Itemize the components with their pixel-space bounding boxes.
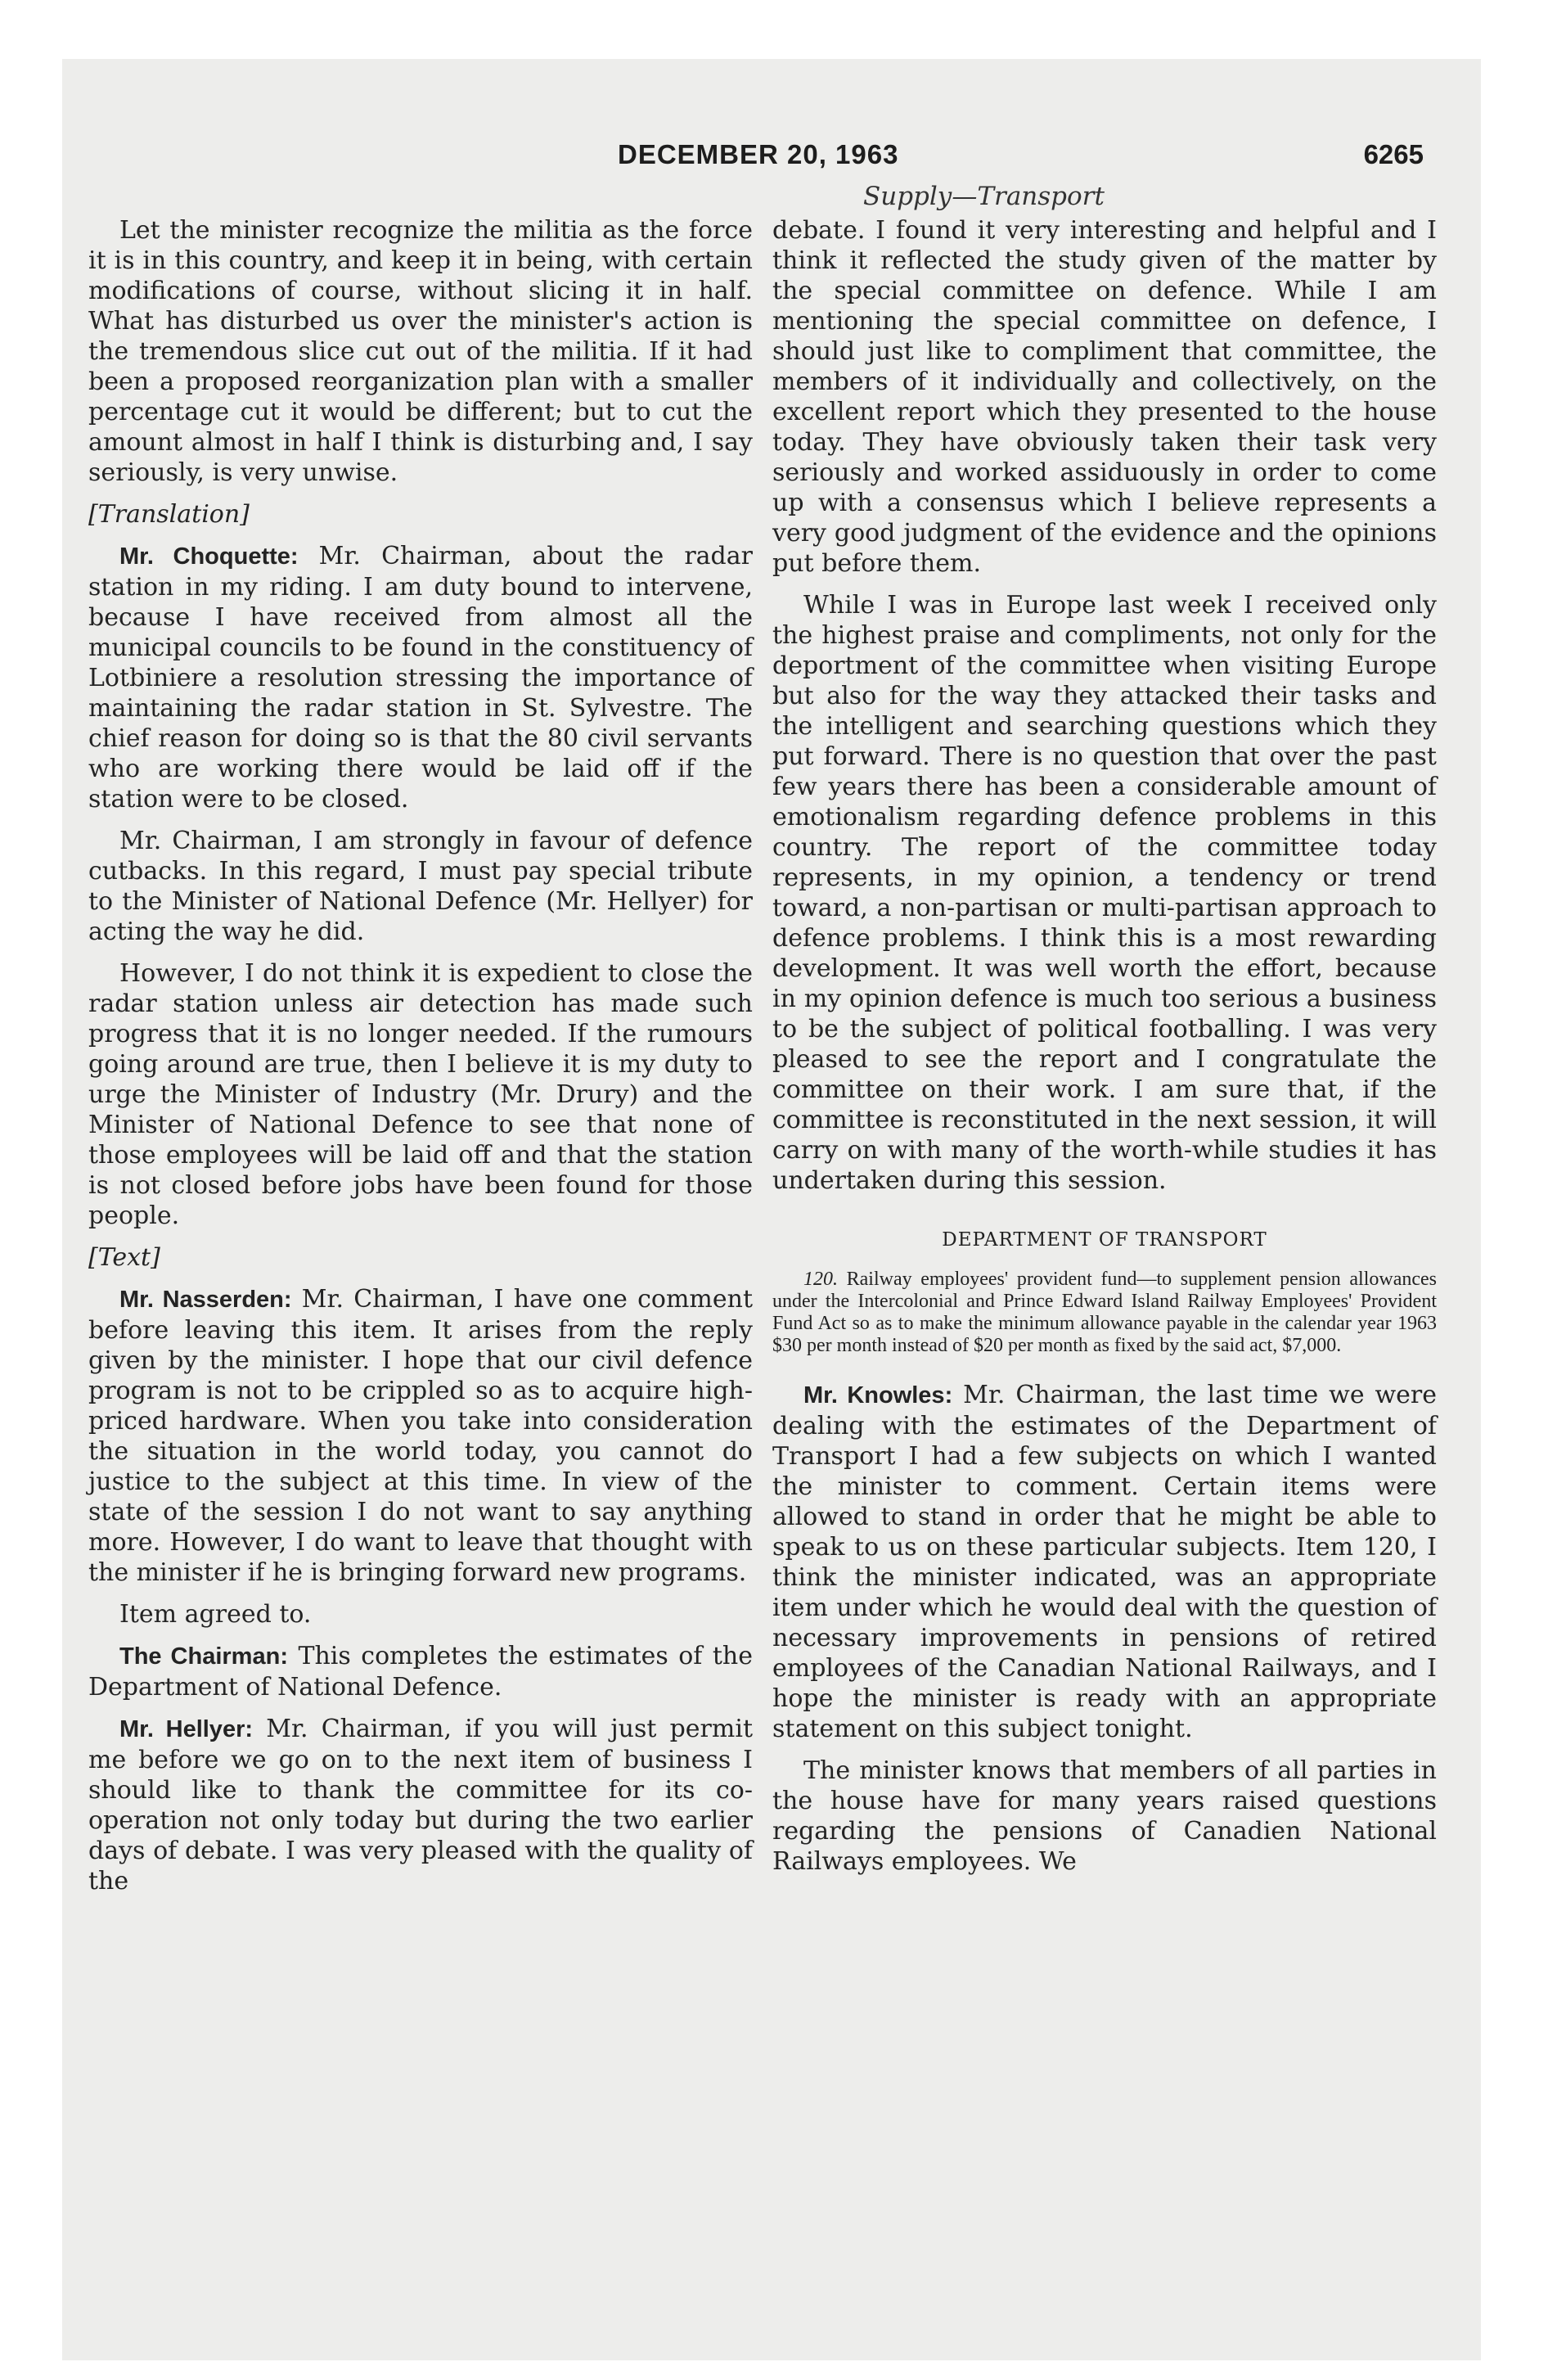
speaker-name: Mr. Choquette: [119,543,299,570]
left-column [88,215,753,1908]
speaker-name: Mr. Knowles: [803,1382,953,1409]
running-subject: Supply—Transport [863,182,1105,211]
speech-text: Mr. Chairman, I have one comment before leaving this item. It arises from the reply given by the minister. I hope that our civil defence program is not to be crippled so as to acquire high-priced hardware. When you take into consideration the situation in the world today, you cannot do justice to the subject at this time. In view of the state of the session I do not want to say anything more. However, I do want to leave that thought with the minister if he is bringing forward new programs. [88,1285,753,1587]
speech-text: This completes the estimates of the Department of National Defence. [88,1642,754,1702]
paragraph [88,541,753,814]
item-number: 120. [803,1269,838,1290]
department-heading: DEPARTMENT OF TRANSPORT [942,1229,1267,1251]
paragraph [88,1284,753,1588]
translation-label: [Translation] [88,500,250,529]
paragraph: Let the minister recognize the militia as the force it is in this country, and keep it in being, with certain modifications of course, without slicing it in half. What has disturbed us over the minister's action is the tremendous slice cut out of the militia. If it had been a proposed reorganization plan with a smaller percentage cut it would be different; but to cut the amount almost in half I think is disturbing and, I say seriously, is very unwise. [88,216,753,487]
paragraph: Mr. Chairman, I am strongly in favour of defence cutbacks. In this regard, I must pay special tribute to the Minister of National Defence (Mr. Hellyer) for acting the way he did. [88,827,753,946]
paragraph: The minister knows that members of all parties in the house have for many years raised questions regarding the pensions of Canadien National Railways employees. We [772,1756,1437,1876]
paragraph [88,1714,753,1896]
speech-text: Mr. Chairman, about the radar station in my riding. I am duty bound to intervene, because I have received from almost all the municipal councils to be found in the constituency of Lotbiniere a resolution stressing the importance of maintaining the radar station in St. Sylvestre. The chief reason for doing so is that the 80 civil servants who are working there would be laid off if the station were to be closed. [88,542,753,814]
paragraph [772,1380,1437,1744]
paragraph: While I was in Europe last week I received only the highest praise and compliments, not only for the deportment of the committee when visiting Europe but also for the way they attacked their tasks and the intelligent and searching questions which they put forward. There is no question that over the past few years there has been a considerable amount of emotionalism regarding defence problems in this country. The report of the committee today represents, in my opinion, a tendency or trend toward, a non-partisan or multi-partisan approach to defence problems. I think this is a most rewarding development. It was well worth the effort, because in my opinion defence is much too serious a business to be the subject of political footballing. I was very pleased to see the report and I congratulate the committee on their work. I am sure that, if the committee is reconstituted in the next session, it will carry on with many of the worth-while studies it has undertaken during this session. [772,591,1437,1195]
header-date: DECEMBER 20, 1963 [618,139,899,169]
estimate-item [772,1269,1437,1357]
text-label: [Text] [88,1243,160,1272]
speech-text: Mr. Chairman, the last time we were dealing with the estimates of the Department of Transport I had a few subjects on which I wanted the minister to comment. Certain items were allowed to stand in order that he might be able to speak to us on these particular subjects. Item 120, I think the minister indicated, was an appropriate item under which he would deal with the question of necessary improvements in pensions of retired employees of the Canadian National Railways, and I hope the minister is ready with an appropriate statement on this subject tonight. [772,1381,1438,1743]
item-agreed: Item agreed to. [119,1600,312,1629]
speaker-name: The Chairman: [119,1643,288,1670]
speech-text: Mr. Chairman, if you will just permit me before we go on to the next item of business I should like to thank the committee for its co-operation not only today but during the two earlier days of debate. I was very pleased with the quality of the [88,1715,753,1895]
speaker-name: Mr. Nasserden: [119,1287,292,1313]
paragraph [88,1641,753,1702]
page-number: 6265 [1363,139,1424,169]
page-header [0,139,1548,177]
speaker-name: Mr. Hellyer: [119,1716,254,1742]
item-description: Railway employees' provident fund—to supplement pension allowances under the Intercolonial and Prince Edward Island Railway Employees' Provident Fund Act so as to make the minimum allowance payable in the calendar year 1963 $30 per month instead of $20 per month as fixed by the said act, $7,000. [772,1269,1437,1356]
paragraph: debate. I found it very interesting and helpful and I think it reflected the study given of the matter by the special committee on defence. While I am mentioning the special committee on defence, I should just like to compliment that committee, the members of it individually and collectively, on the excellent report which they presented to the house today. They have obviously taken their task very seriously and worked assiduously in order to come up with a consensus which I believe represents a very good judgment of the evidence and the opinions put before them. [772,216,1437,578]
paragraph: However, I do not think it is expedient to close the radar station unless air detection has made such progress that it is no longer needed. If the rumours going around are true, then I believe it is my duty to urge the Minister of Industry (Mr. Drury) and the Minister of National Defence to see that none of those employees will be laid off and that the station is not closed before jobs have been found for those people. [88,959,753,1230]
right-column [772,215,1437,1888]
